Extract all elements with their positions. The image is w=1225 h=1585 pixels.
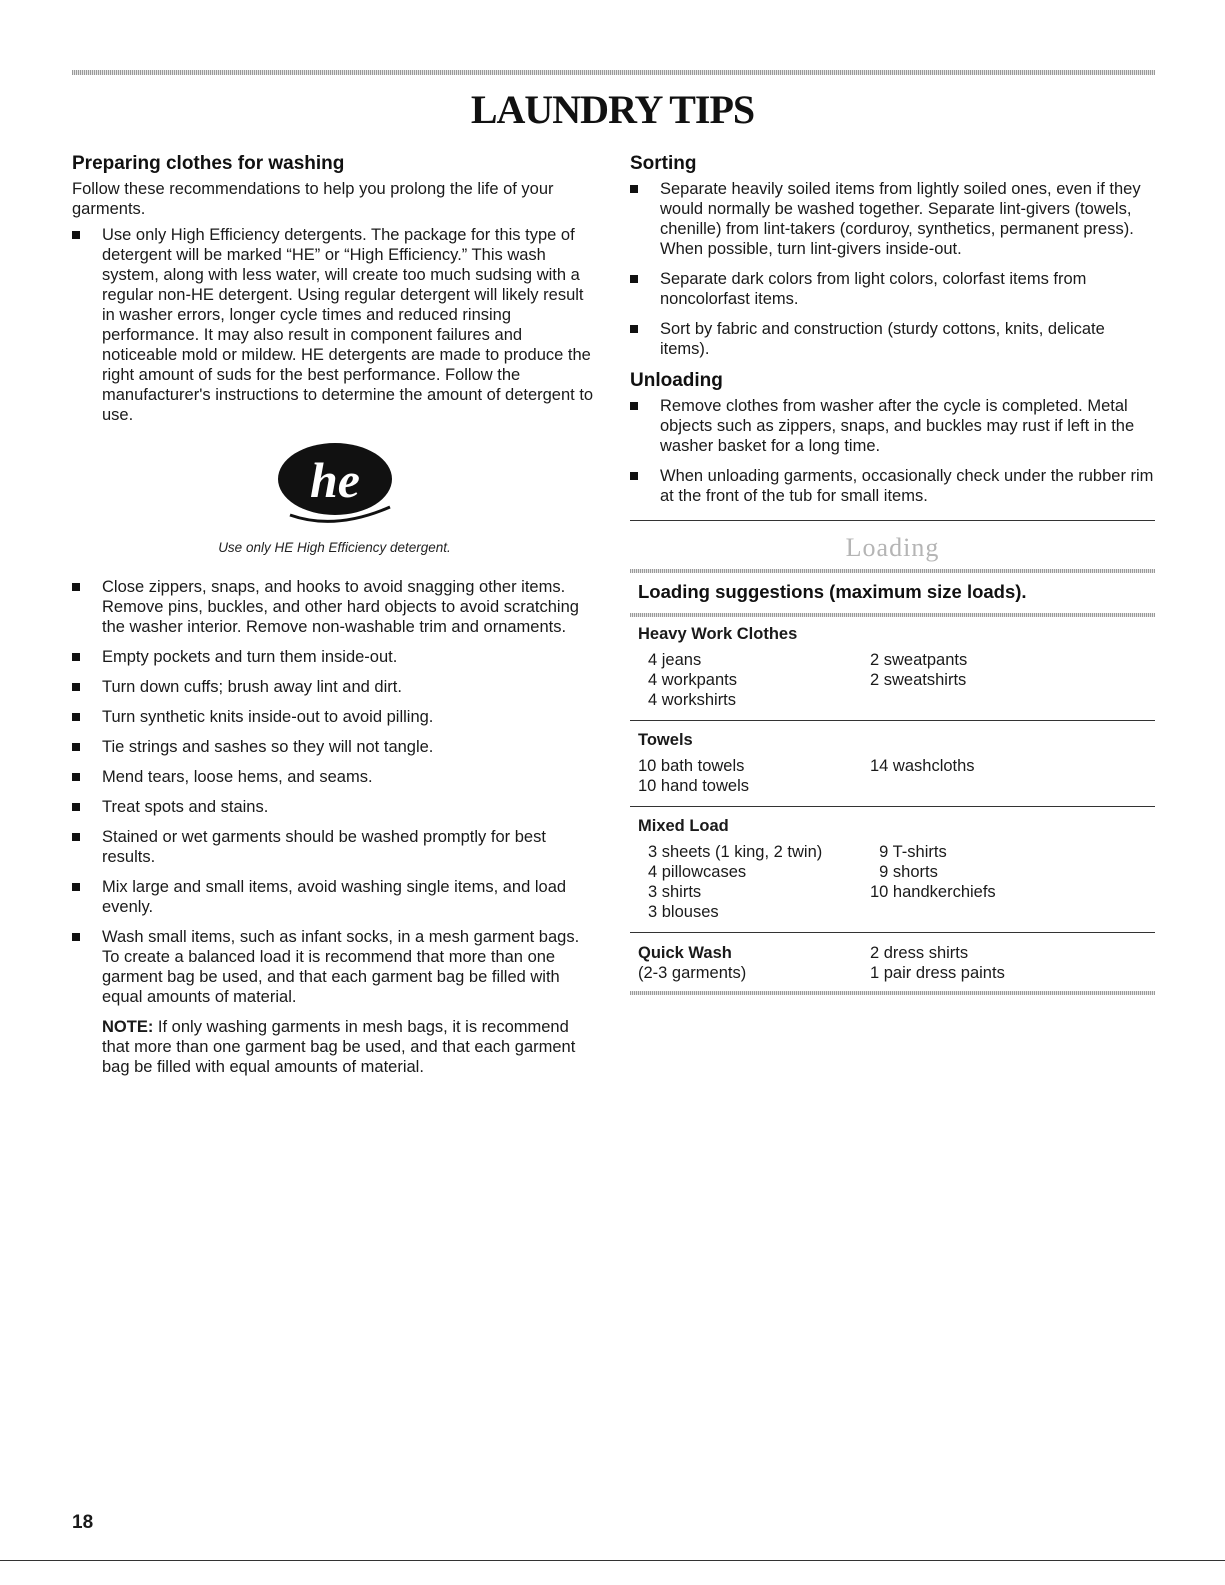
bullet-square-icon xyxy=(630,185,638,193)
he-logo xyxy=(72,441,597,534)
list-item: Mend tears, loose hems, and seams. xyxy=(72,767,597,787)
load-item: 2 dress shirts xyxy=(870,944,969,962)
list-item: Stained or wet garments should be washed promptly for best results. xyxy=(72,827,597,867)
section-divider xyxy=(630,520,1155,521)
load-item: 4 pillowcases xyxy=(648,863,747,881)
bullet-square-icon xyxy=(630,402,638,410)
load-item: 10 hand towels xyxy=(638,777,749,795)
loading-bottom-rule xyxy=(630,991,1155,995)
list-item: Close zippers, snaps, and hooks to avoid snagging other items. Remove pins, buckles, and other hard objects to avoid scratching the washer interior. Remove non-washable trim and ornaments. xyxy=(72,577,597,637)
list-item: Separate dark colors from light colors, colorfast items from noncolorfast items. xyxy=(630,269,1155,309)
load-group-name: Heavy Work Clothes xyxy=(638,625,798,643)
list-item: Treat spots and stains. xyxy=(72,797,597,817)
right-column xyxy=(630,152,1155,995)
unloading-heading: Unloading xyxy=(630,370,723,391)
bullet-square-icon xyxy=(72,803,80,811)
list-item: Turn synthetic knits inside-out to avoid pilling. xyxy=(72,707,597,727)
load-item: 4 jeans xyxy=(648,651,702,669)
load-item: 2 sweatpants xyxy=(870,651,968,669)
page-number: 18 xyxy=(72,1512,94,1533)
loading-subtitle: Loading suggestions (maximum size loads). xyxy=(638,581,1027,602)
bullet-square-icon xyxy=(72,883,80,891)
load-group-items xyxy=(638,650,1155,710)
load-group-items xyxy=(638,943,1155,983)
bullet-square-icon xyxy=(72,713,80,721)
bottom-rule xyxy=(0,1560,1225,1561)
bullet-square-icon xyxy=(72,833,80,841)
he-logo-icon xyxy=(270,441,400,529)
load-item: 4 workshirts xyxy=(648,691,737,709)
load-group-mixed xyxy=(630,807,1155,933)
top-dotted-rule xyxy=(72,70,1155,75)
load-group-items xyxy=(638,756,1155,796)
sorting-heading: Sorting xyxy=(630,153,697,174)
preparing-bullet-list xyxy=(72,577,597,1007)
preparing-intro: Follow these recommendations to help you prolong the life of your garments. xyxy=(72,180,554,218)
load-group-name: Mixed Load xyxy=(638,817,729,835)
left-column xyxy=(72,152,597,1077)
he-logo-caption: Use only HE High Efficiency detergent. xyxy=(218,540,451,555)
load-group-name: Towels xyxy=(638,731,693,749)
load-item: 10 handkerchiefs xyxy=(870,883,996,901)
load-item: 9 T-shirts xyxy=(870,843,947,861)
list-item: Mix large and small items, avoid washing single items, and load evenly. xyxy=(72,877,597,917)
bullet-square-icon xyxy=(72,583,80,591)
bullet-square-icon xyxy=(630,325,638,333)
load-item: 1 pair dress paints xyxy=(870,964,1005,982)
mesh-bag-note xyxy=(102,1017,597,1077)
loading-dotted-rule xyxy=(630,569,1155,573)
list-item: Turn down cuffs; brush away lint and dirt. xyxy=(72,677,597,697)
load-group-quick xyxy=(630,933,1155,991)
list-item: Separate heavily soiled items from lightly soiled ones, even if they would normally be washed together. Separate lint-givers (towels, chenille) from lint-takers (corduroy, synthetics, permanent press). When possible, turn lint-givers inside-out. xyxy=(630,179,1155,259)
note-label: NOTE: xyxy=(102,1018,154,1036)
he-bullet-list xyxy=(72,225,597,425)
load-group-name: Quick Wash xyxy=(638,944,732,962)
bullet-square-icon xyxy=(72,743,80,751)
bullet-square-icon xyxy=(72,773,80,781)
load-item: 3 sheets (1 king, 2 twin) xyxy=(648,843,823,861)
list-item: Sort by fabric and construction (sturdy cottons, knits, delicate items). xyxy=(630,319,1155,359)
load-group-towels xyxy=(630,721,1155,807)
load-group-note: (2-3 garments) xyxy=(638,964,747,982)
preparing-heading: Preparing clothes for washing xyxy=(72,153,345,174)
loading-title: Loading xyxy=(845,533,940,562)
bullet-square-icon xyxy=(72,933,80,941)
load-group-items xyxy=(638,842,1155,922)
list-item: Empty pockets and turn them inside-out. xyxy=(72,647,597,667)
note-text: If only washing garments in mesh bags, it is recommend that more than one garment bag be used, and that each garment bag be filled with equal amounts of material. xyxy=(102,1018,576,1076)
bullet-square-icon xyxy=(630,472,638,480)
bullet-square-icon xyxy=(72,231,80,239)
load-item: 10 bath towels xyxy=(638,757,745,775)
unloading-bullet-list xyxy=(630,396,1155,506)
list-item: Remove clothes from washer after the cycle is completed. Metal objects such as zippers, snaps, and buckles may rust if left in the washer basket for a long time. xyxy=(630,396,1155,456)
bullet-square-icon xyxy=(72,653,80,661)
load-item: 3 shirts xyxy=(648,883,702,901)
load-item: 9 shorts xyxy=(870,863,938,881)
load-group-heavy xyxy=(630,617,1155,721)
load-item: 4 workpants xyxy=(648,671,737,689)
list-item: Tie strings and sashes so they will not tangle. xyxy=(72,737,597,757)
sorting-bullet-list xyxy=(630,179,1155,359)
page-title: LAUNDRY TIPS xyxy=(470,87,755,132)
list-item: When unloading garments, occasionally check under the rubber rim at the front of the tub for small items. xyxy=(630,466,1155,506)
list-item: Use only High Efficiency detergents. The package for this type of detergent will be marked “HE” or “High Efficiency.” This wash system, along with less water, will create too much sudsing with a regular non-HE detergent. Using regular detergent will likely result in washer errors, longer cycle times and reduced rinsing performance. It may also result in component failures and noticeable mold or mildew. HE detergents are made to produce the right amount of suds for the best performance. Follow the manufacturer's instructions to determine the amount of detergent to use. xyxy=(72,225,597,425)
load-item: 3 blouses xyxy=(648,903,719,921)
he-logo-text: he xyxy=(309,452,360,508)
list-item: Wash small items, such as infant socks, in a mesh garment bags. To create a balanced load it is recommend that more than one garment bag be used, and that each garment bag be filled with equal amounts of material. xyxy=(72,927,597,1007)
load-item: 2 sweatshirts xyxy=(870,671,967,689)
load-item: 14 washcloths xyxy=(870,757,975,775)
bullet-square-icon xyxy=(72,683,80,691)
bullet-square-icon xyxy=(630,275,638,283)
